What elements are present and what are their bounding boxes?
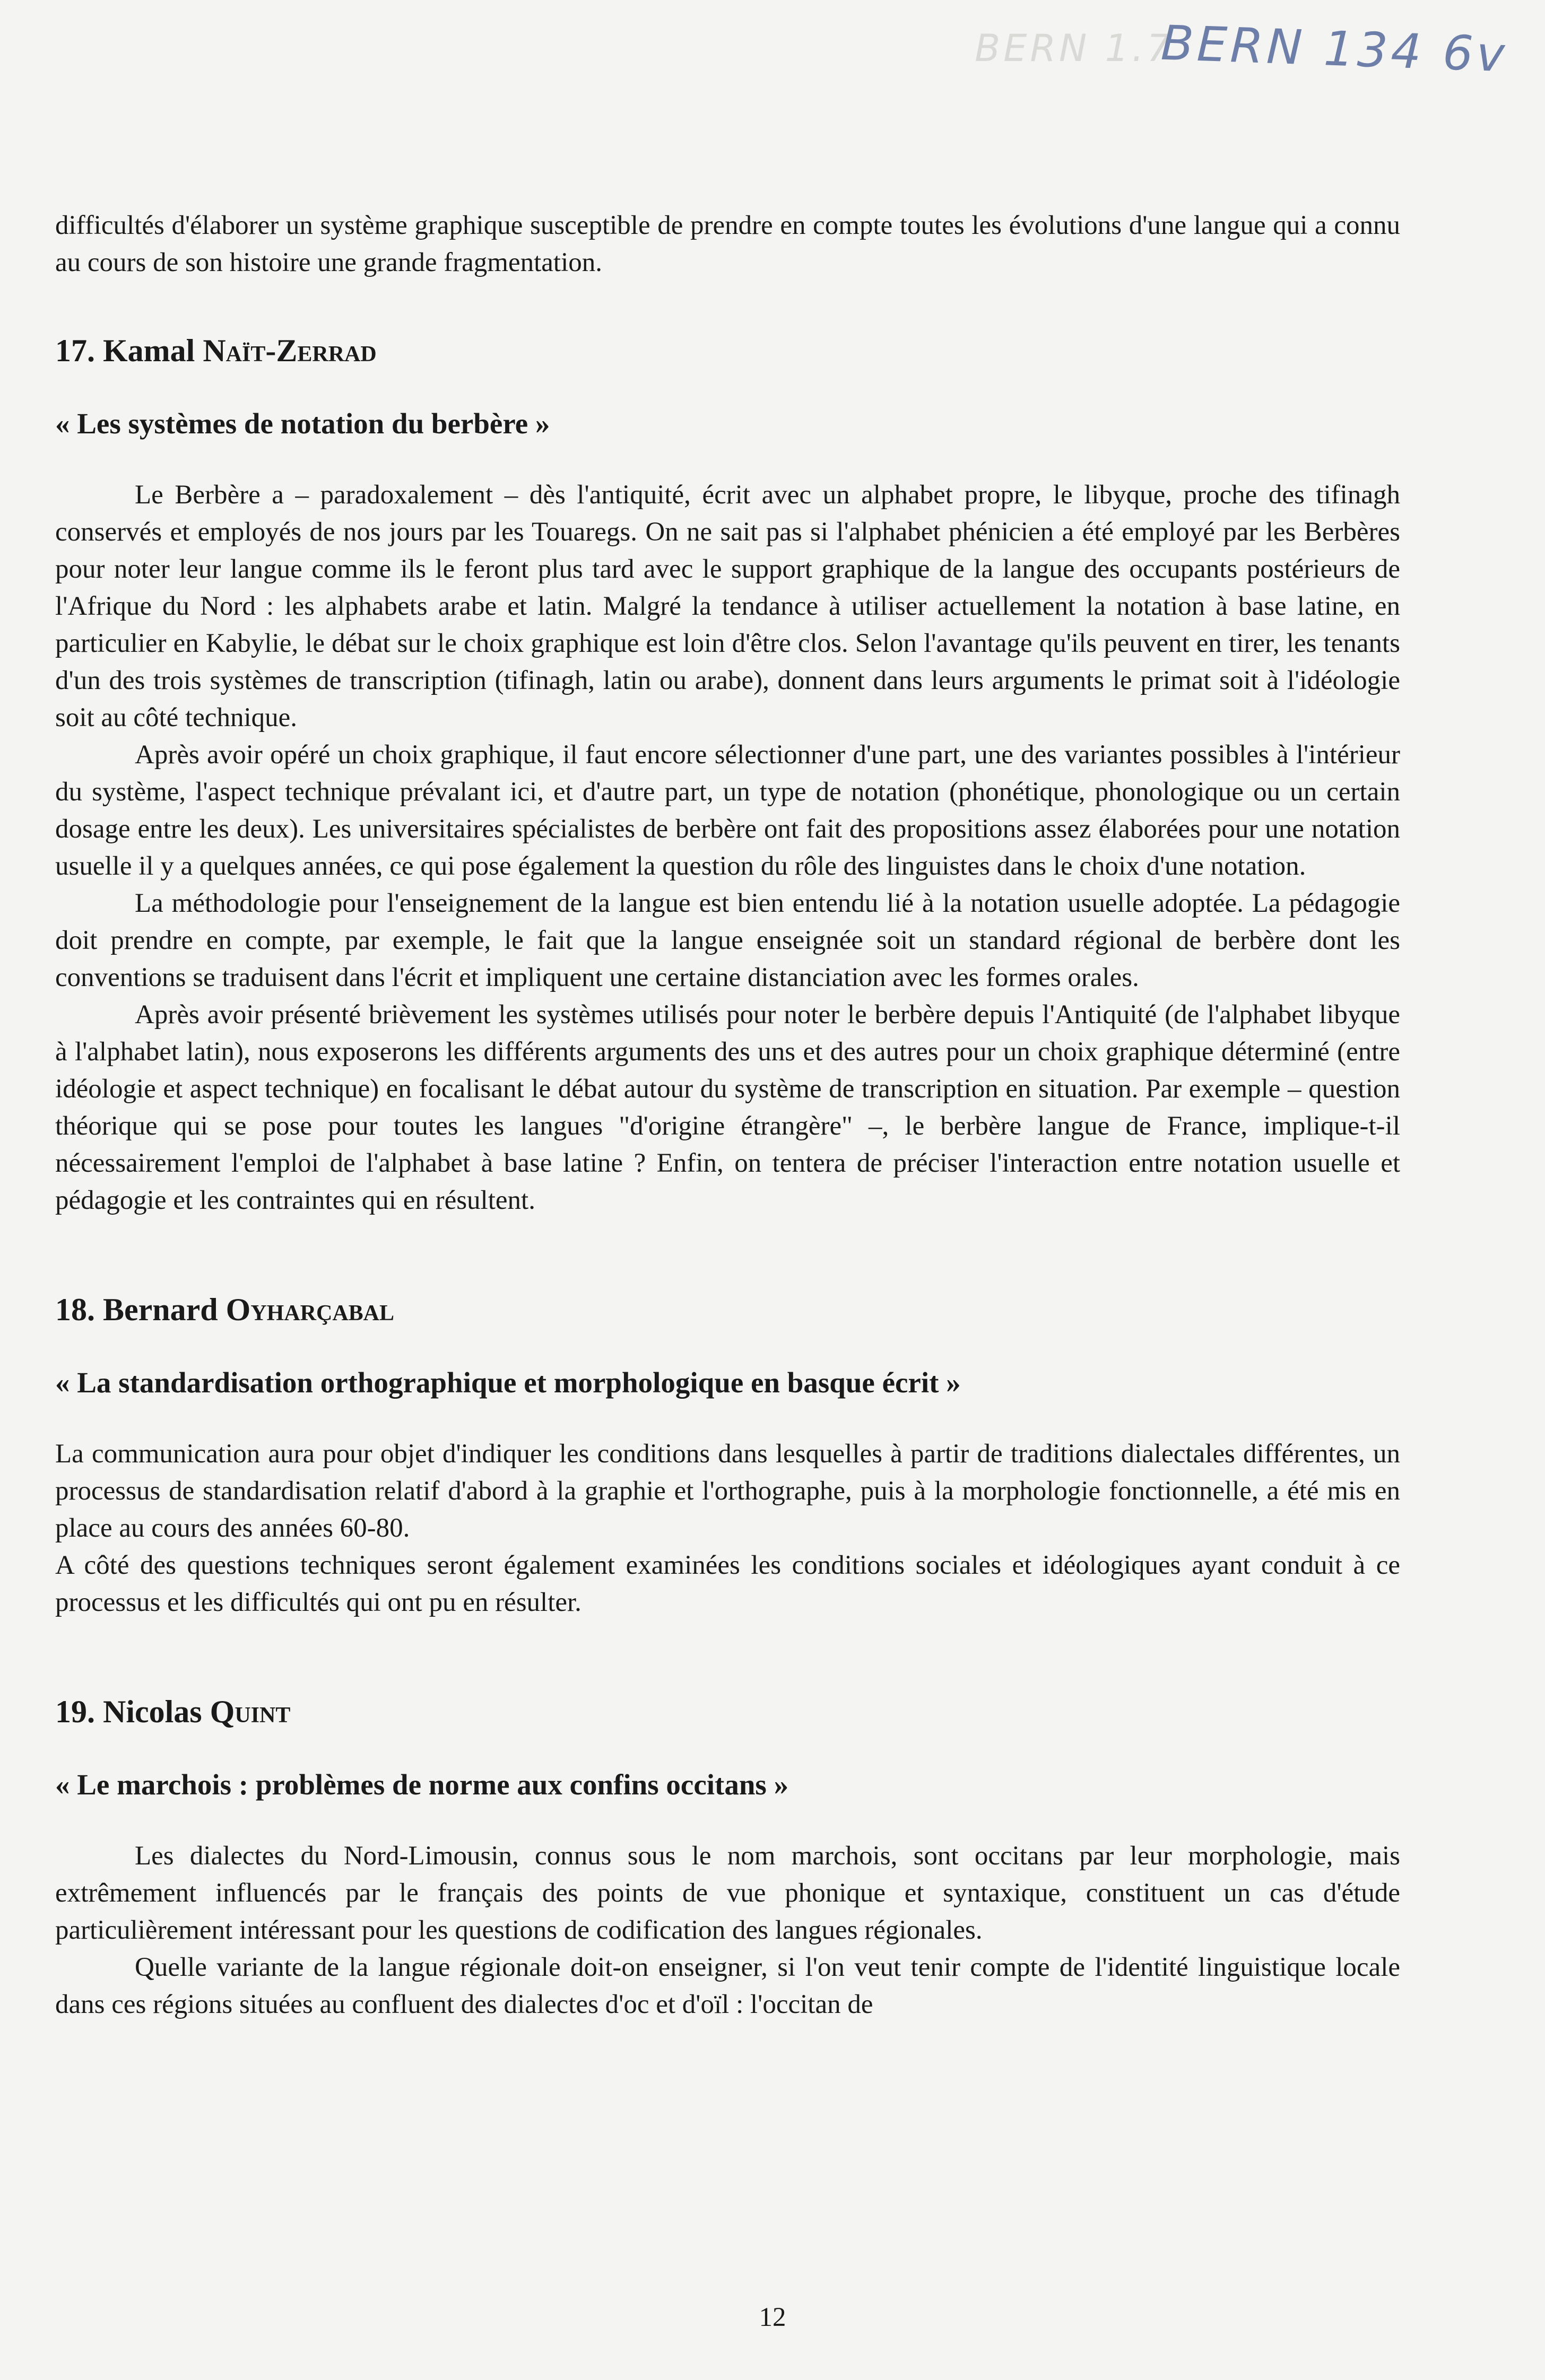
section-heading bbox=[55, 1691, 1400, 1732]
section-number: 17. bbox=[55, 333, 95, 368]
page-number: 12 bbox=[759, 2303, 786, 2332]
paragraph: A côté des questions techniques seront également examinées les conditions sociales et idéologiques ayant conduit à ce processus et les difficultés qui ont pu en résulter. bbox=[55, 1550, 1400, 1617]
paragraph: Après avoir présenté brièvement les systèmes utilisés pour noter le berbère depuis l'Antiquité (de l'alphabet libyque à l'alphabet latin), nous exposerons les différents arguments des uns et des autres pour un choix graphique déterminé (entre idéologie et aspect technique) en focalisant le débat autour du système de transcription en situation. Par exemple – question théorique qui se pose pour toutes les langues "d'origine étrangère" –, le berbère langue de France, implique-t-il nécessairement l'emploi de l'alphabet à base latine ? Enfin, on tentera de préciser l'interaction entre notation usuelle et pédagogie et les contraintes qui en résultent. bbox=[55, 1000, 1400, 1215]
intro-paragraph: difficultés d'élaborer un système graphique susceptible de prendre en compte toutes les évolutions d'une langue qui a connu au cours de son histoire une grande fragmentation. bbox=[55, 211, 1400, 277]
author-first-name: Kamal bbox=[103, 333, 195, 368]
author-last-name: Oyharçabal bbox=[225, 1292, 395, 1327]
section-18 bbox=[55, 1289, 1400, 1621]
page-content bbox=[55, 207, 1400, 2023]
paragraph: La communication aura pour objet d'indiquer les conditions dans lesquelles à partir de traditions dialectales différentes, un processus de standardisation relatif d'abord à la graphie et l'orthographe, puis à la morphologie fonctionnelle, a été mis en place au cours des années 60-80. bbox=[55, 1439, 1400, 1543]
paragraph: La méthodologie pour l'enseignement de la langue est bien entendu lié à la notation usuelle adoptée. La pédagogie doit prendre en compte, par exemple, le fait que la langue enseignée soit un standard régional de berbère dont les conventions se traduisent dans l'écrit et impliquent une certaine distanciation avec les formes orales. bbox=[55, 888, 1400, 992]
section-19 bbox=[55, 1691, 1400, 2023]
author-first-name: Nicolas bbox=[103, 1694, 202, 1729]
section-number: 19. bbox=[55, 1694, 95, 1729]
section-heading bbox=[55, 1289, 1400, 1330]
paragraph: Le Berbère a – paradoxalement – dès l'antiquité, écrit avec un alphabet propre, le libyque, proche des tifinagh conservés et employés de nos jours par les Touaregs. On ne sait pas si l'alphabet phénicien a été employé par les Berbères pour noter leur langue comme ils le feront plus tard avec le support graphique de la langue des occupants postérieurs de l'Afrique du Nord : les alphabets arabe et latin. Malgré la tendance à utiliser actuellement la notation à base latine, en particulier en Kabylie, le débat sur le choix graphique est loin d'être clos. Selon l'avantage qu'ils peuvent en tirer, les tenants d'un des trois systèmes de transcription (tifinagh, latin ou arabe), donnent dans leurs arguments le primat soit à l'idéologie soit au côté technique. bbox=[55, 480, 1400, 733]
author-last-name: Quint bbox=[210, 1694, 291, 1729]
section-number: 18. bbox=[55, 1292, 95, 1327]
paragraph: Après avoir opéré un choix graphique, il faut encore sélectionner d'une part, une des variantes possibles à l'intérieur du système, l'aspect technique prévalant ici, et d'autre part, un type de notation (phonétique, phonologique ou un certain dosage entre les deux). Les universitaires spécialistes de berbère ont fait des propositions assez élaborées pour une notation usuelle il y a quelques années, ce qui pose également la question du rôle des linguistes dans le choix d'une notation. bbox=[55, 740, 1400, 881]
author-first-name: Bernard bbox=[103, 1292, 218, 1327]
section-title: « Les systèmes de notation du berbère » bbox=[55, 407, 550, 440]
faint-handwritten-annotation: BERN 1.7 bbox=[975, 27, 1174, 70]
author-last-name: Naït-Zerrad bbox=[203, 333, 377, 368]
section-17 bbox=[55, 330, 1400, 1219]
paragraph: Quelle variante de la langue régionale doit-on enseigner, si l'on veut tenir compte de l'identité linguistique locale dans ces régions situées au confluent des dialectes d'oc et d'oïl : l'occitan de bbox=[55, 1952, 1400, 2019]
handwritten-annotation: BERN 134 6v bbox=[1160, 15, 1509, 83]
section-title: « La standardisation orthographique et morphologique en basque écrit » bbox=[55, 1366, 961, 1399]
paragraph: Les dialectes du Nord-Limousin, connus sous le nom marchois, sont occitans par leur morphologie, mais extrêmement influencés par le français des points de vue phonique et syntaxique, constituent un cas d'étude particulièrement intéressant pour les questions de codification des langues régionales. bbox=[55, 1841, 1400, 1945]
section-heading bbox=[55, 330, 1400, 371]
section-title: « Le marchois : problèmes de norme aux confins occitans » bbox=[55, 1768, 789, 1801]
